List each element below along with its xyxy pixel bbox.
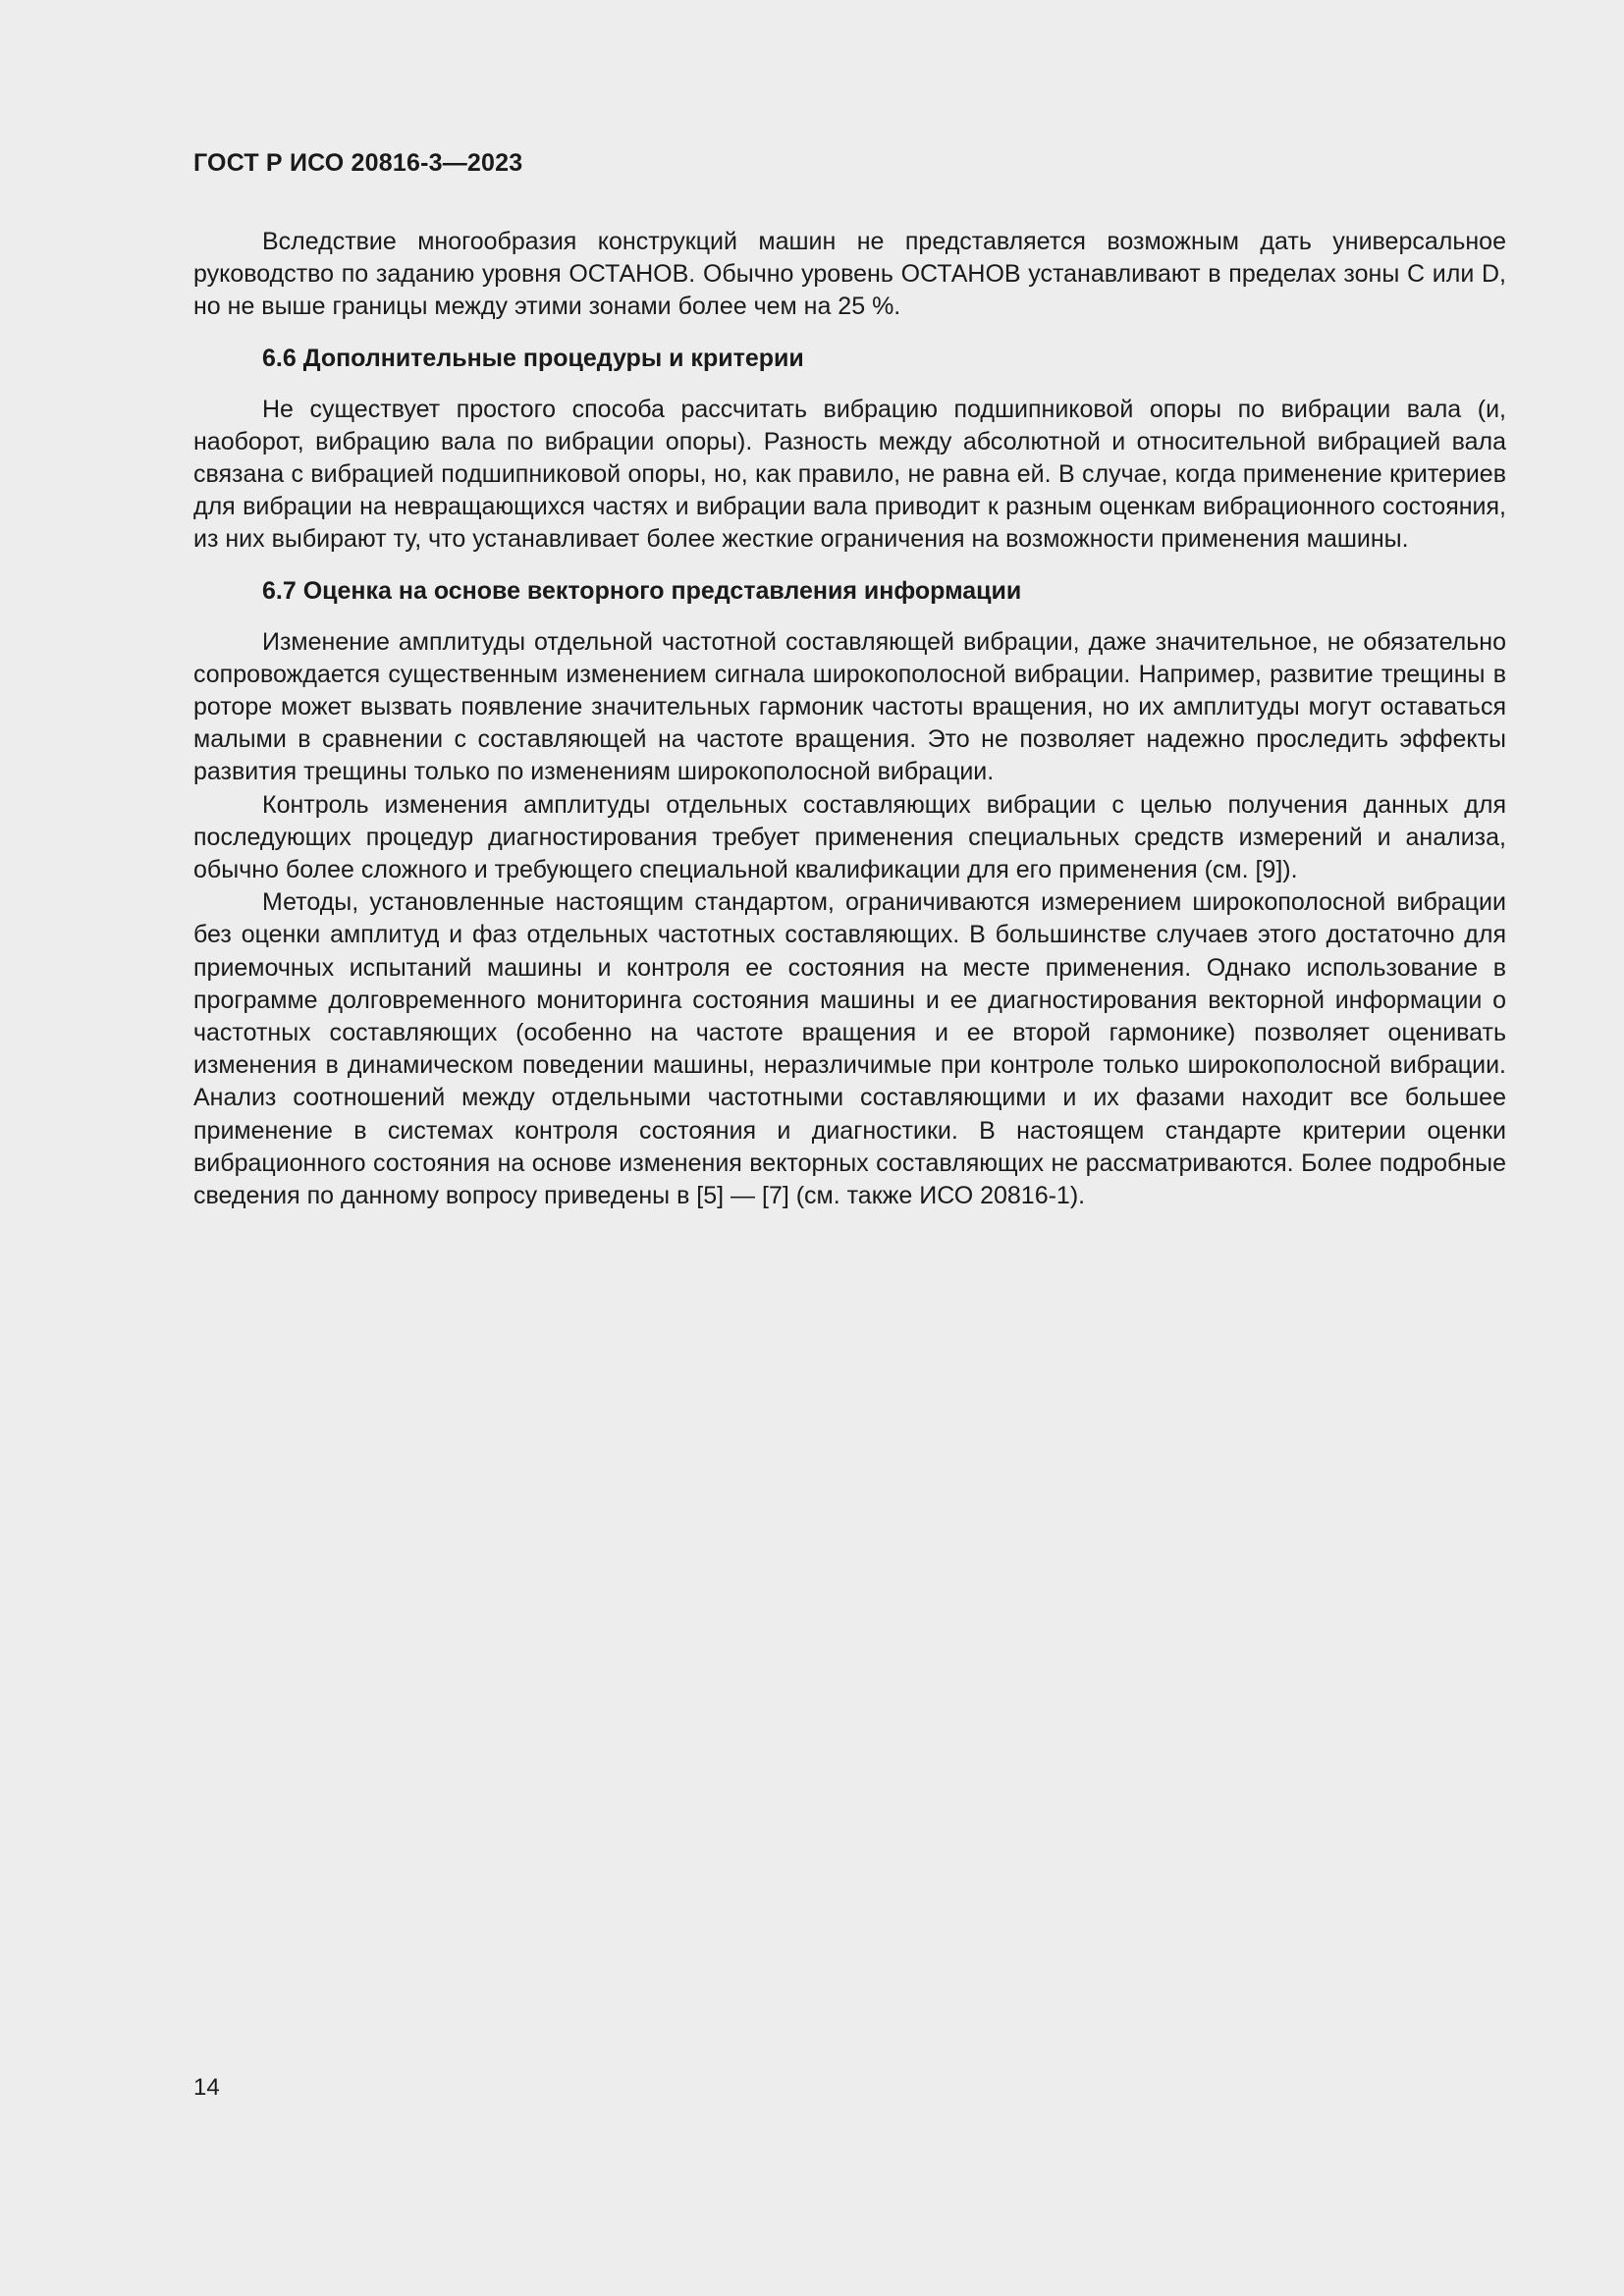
section-6-6-paragraph: Не существует простого способа рассчитать вибрацию подшипниковой опоры по вибрации вала (и, наоборот, вибрацию вала по вибрации опоры). Разность между абсолютной и относительной вибрацией вала связана с вибрацией подшипниковой опоры, но, как правило, не равна ей. В случае, когда применение критериев для вибрации на невращающихся частях и вибрации вала приводит к разным оценкам вибрационного состояния, из них выбирают ту, что устанавливает более жесткие ограничения на возможности применения машины. (193, 395, 1506, 554)
section-6-7-paragraph-2: Контроль изменения амплитуды отдельных составляющих вибрации с целью получения данных для последующих процедур диагностирования требует применения специальных средств измерений и анализа, обычно более сложного и требующего специальной квалификации для его применения (см. [9]). (193, 790, 1506, 884)
document-header: ГОСТ Р ИСО 20816-3—2023 (193, 149, 523, 177)
page-number: 14 (193, 2074, 220, 2101)
section-6-6-heading: 6.6 Дополнительные процедуры и критерии (262, 344, 804, 372)
section-6-7-heading: 6.7 Оценка на основе векторного представления информации (262, 576, 1022, 605)
section-6-7-paragraph-3: Методы, установленные настоящим стандартом, ограничиваются измерением широкополосной вибрации без оценки амплитуд и фаз отдельных частотных составляющих. В большинстве случаев этого достаточно для приемочных испытаний машины и контроля ее состояния на месте применения. Однако использование в программе долговременного мониторинга состояния машины и ее диагностирования векторной информации о частотных составляющих (особенно на частоте вращения и ее второй гармонике) позволяет оценивать изменения в динамическом поведении машины, неразличимые при контроле только широкополосной вибрации. Анализ соотношений между отдельными частотными составляющими и их фазами находит все большее применение в системах контроля состояния и диагностики. В настоящем стандарте критерии оценки вибрационного состояния на основе изменения векторных составляющих не рассматриваются. Более подробные сведения по данному вопросу приведены в [5] — [7] (см. также ИСО 20816-1). (193, 888, 1506, 1210)
intro-paragraph: Вследствие многообразия конструкций машин не представляется возможным дать универсальное руководство по заданию уровня ОСТАНОВ. Обычно уровень ОСТАНОВ устанавливают в пределах зоны С или D, но не выше границы между этими зонами более чем на 25 %. (193, 228, 1506, 321)
section-6-7-paragraph-1: Изменение амплитуды отдельной частотной составляющей вибрации, даже значительное, не обязательно сопровождается существенным изменением сигнала широкополосной вибрации. Например, развитие трещины в роторе может вызвать появление значительных гармоник частоты вращения, но их амплитуды могут оставаться малыми в сравнении с составляющей на частоте вращения. Это не позволяет надежно проследить эффекты развития трещины только по изменениям широкополосной вибрации. (193, 627, 1506, 786)
document-body (193, 226, 1506, 1212)
